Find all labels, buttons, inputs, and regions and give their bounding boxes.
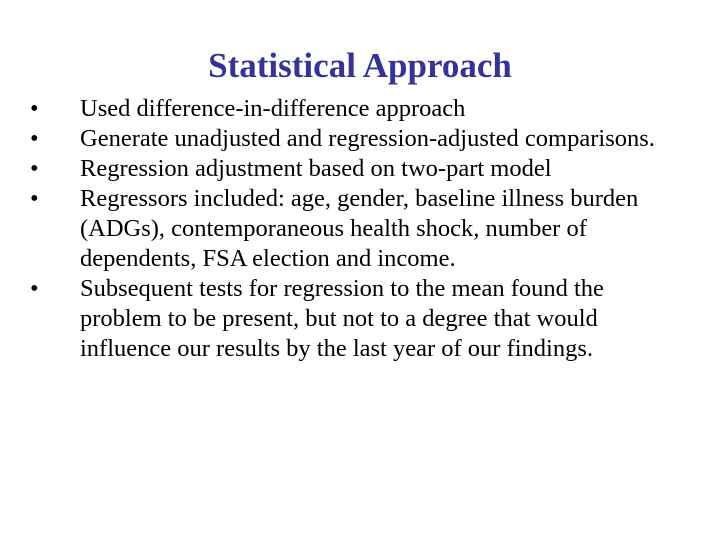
bullet-item (30, 274, 690, 364)
bullet-text: Subsequent tests for regression to the mean found the problem to be present, but not to a degree that would influence our results by the last year of our findings. (80, 275, 604, 362)
bullet-item (30, 94, 690, 124)
bullet-dot-icon: • (30, 185, 39, 212)
bullet-item (30, 124, 690, 154)
slide-title: Statistical Approach (208, 46, 512, 85)
bullet-text: Generate unadjusted and regression-adjusted comparisons. (80, 125, 655, 152)
bullet-text: Regression adjustment based on two-part model (80, 155, 552, 182)
bullet-item (30, 184, 690, 274)
bullet-dot-icon: • (30, 155, 39, 182)
bullet-dot-icon: • (30, 275, 39, 302)
bullet-list (30, 94, 690, 364)
bullet-text: Used difference-in-difference approach (80, 95, 466, 122)
bullet-item (30, 154, 690, 184)
bullet-dot-icon: • (30, 95, 39, 122)
bullet-dot-icon: • (30, 125, 39, 152)
bullet-text: Regressors included: age, gender, baseline illness burden (ADGs), contemporaneous health shock, number of dependents, FSA election and income. (80, 185, 639, 272)
